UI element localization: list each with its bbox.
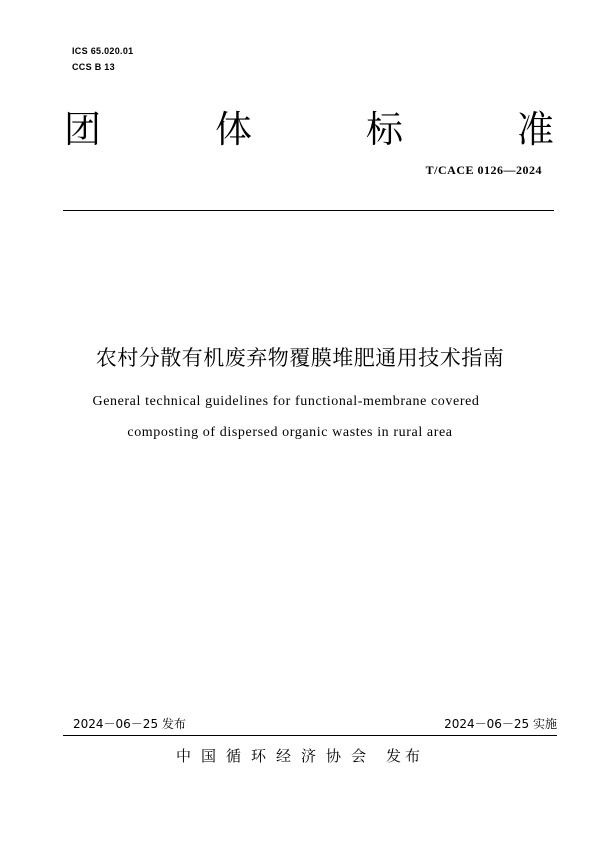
document-title-en-line1: General technical guidelines for functional-membrane covered	[92, 394, 480, 409]
standard-kind-char: 体	[215, 108, 252, 151]
document-title-en-line2: composting of dispersed organic wastes in rural area	[127, 425, 453, 440]
ics-code: ICS 65.020.01	[72, 46, 134, 56]
issue-date: 2024－06－25 发布	[73, 717, 186, 731]
classification-codes	[72, 43, 133, 75]
standard-number: T/CACE 0126—2024	[425, 163, 542, 177]
publish-action: 发布	[386, 747, 425, 765]
standard-kind-heading	[64, 106, 554, 154]
ccs-code: CCS B 13	[72, 62, 115, 72]
standard-kind-char: 准	[517, 108, 554, 151]
document-title-zh: 农村分散有机废弃物覆膜堆肥通用技术指南	[95, 346, 505, 370]
top-divider	[63, 210, 554, 211]
publisher-line	[0, 744, 600, 768]
bottom-divider	[63, 735, 557, 736]
publisher-org: 中国循环经济协会	[175, 747, 376, 765]
standard-kind-char: 团	[64, 108, 101, 151]
implementation-date: 2024－06－25 实施	[444, 717, 557, 731]
standard-kind-char: 标	[366, 108, 403, 151]
